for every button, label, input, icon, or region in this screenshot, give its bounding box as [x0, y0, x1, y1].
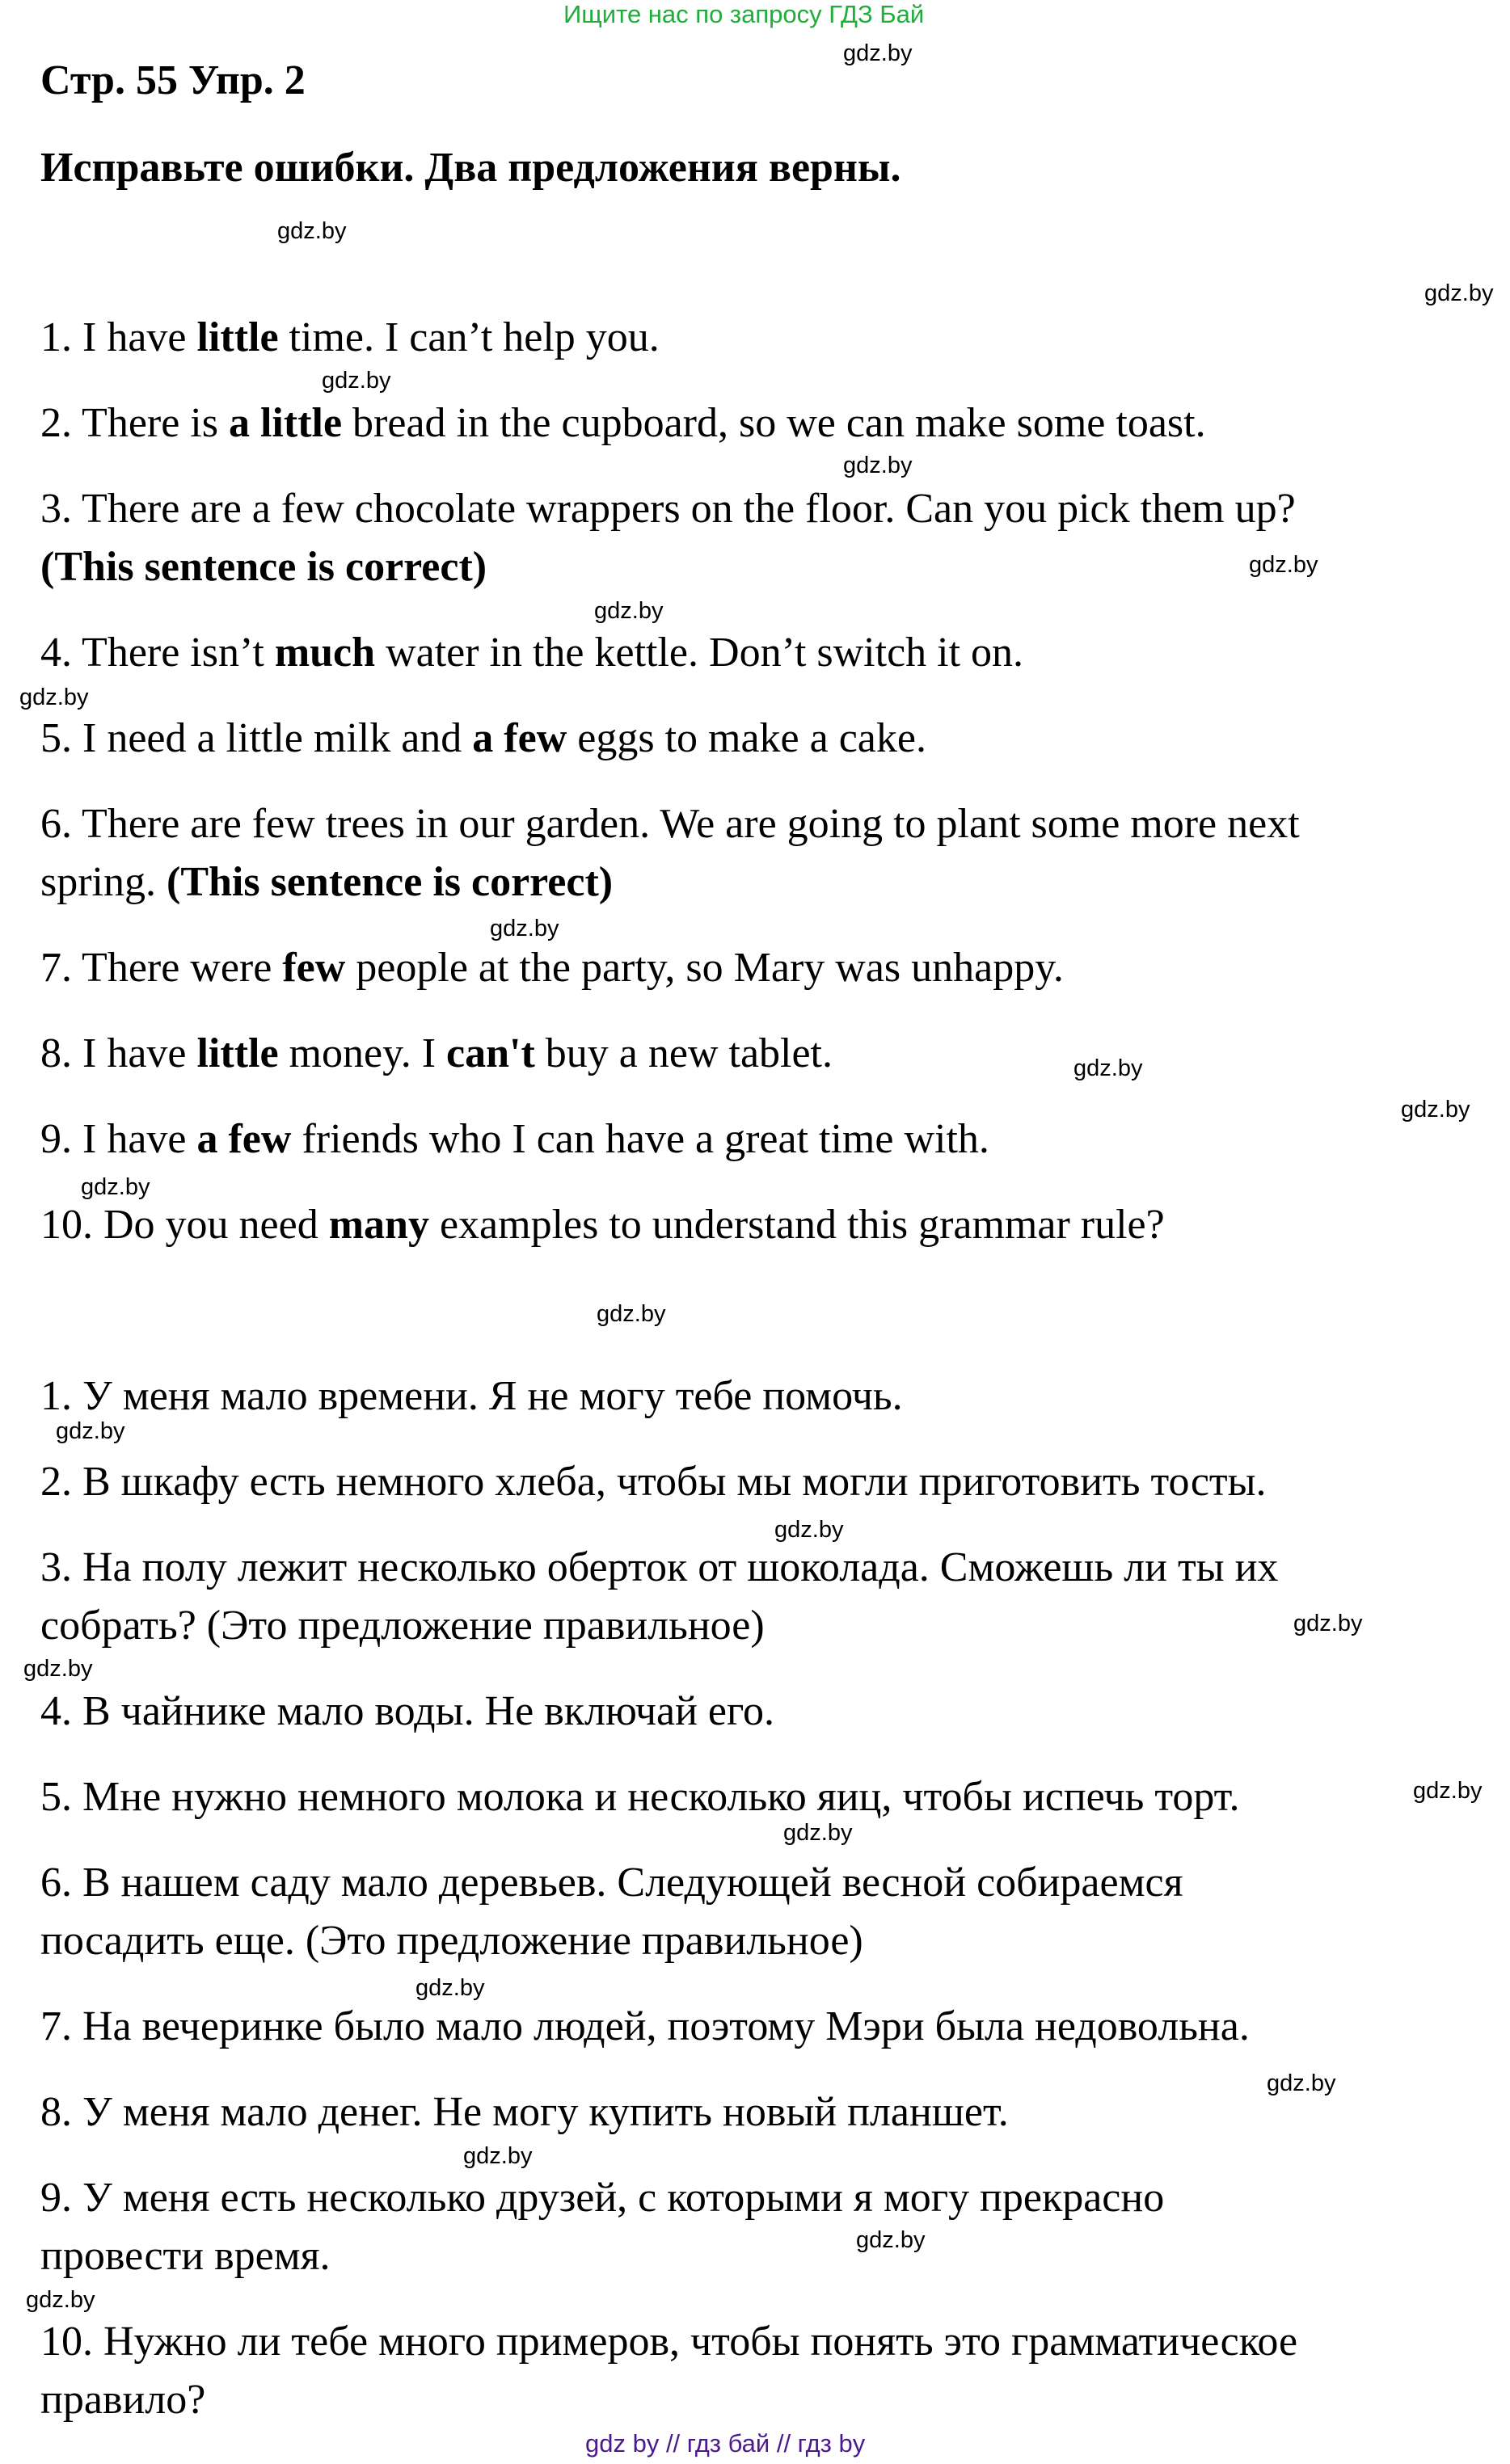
sentence-en-6-cont: spring. (This sentence is correct) [40, 859, 614, 905]
sentence-ru-8: 8. У меня мало денег. Не могу купить новый планшет. [40, 2089, 1009, 2135]
sentence-en-1: 1. I have little time. I can’t help you. [40, 314, 660, 360]
watermark: gdz.by [843, 453, 913, 478]
watermark: gdz.by [23, 1656, 93, 1682]
sentence-ru-6-cont: посадить еще. (Это предложение правильное) [40, 1918, 863, 1964]
sentence-ru-9-cont: провести время. [40, 2233, 331, 2279]
watermark: gdz.by [856, 2227, 926, 2253]
sentence-en-5: 5. I need a little milk and a few eggs to make a cake. [40, 715, 926, 761]
watermark: gdz.by [774, 1517, 844, 1543]
watermark: gdz.by [1293, 1611, 1363, 1636]
sentence-en-8: 8. I have little money. I can't buy a new tablet. [40, 1030, 833, 1076]
sentence-ru-6: 6. В нашем саду мало деревьев. Следующей весной собираемся [40, 1860, 1183, 1906]
watermark: gdz.by [1267, 2070, 1336, 2096]
sentence-en-7: 7. There were few people at the party, so Mary was unhappy. [40, 945, 1064, 991]
sentence-en-4: 4. There isn’t much water in the kettle. Don’t switch it on. [40, 630, 1024, 676]
sentence-en-2: 2. There is a little bread in the cupboard, so we can make some toast. [40, 400, 1206, 446]
sentence-ru-7: 7. На вечеринке было мало людей, поэтому Мэри была недовольна. [40, 2003, 1250, 2049]
watermark: gdz.by [19, 684, 89, 710]
exercise-instruction: Исправьте ошибки. Два предложения верны. [40, 145, 901, 191]
sentence-ru-3: 3. На полу лежит несколько оберток от шоколада. Сможешь ли ты их [40, 1544, 1279, 1590]
sentence-ru-10: 10. Нужно ли тебе много примеров, чтобы понять это грамматическое [40, 2319, 1298, 2365]
sentence-ru-9: 9. У меня есть несколько друзей, с которыми я могу прекрасно [40, 2175, 1165, 2221]
watermark: gdz.by [56, 1418, 125, 1444]
sentence-ru-10-cont: правило? [40, 2377, 206, 2423]
sentence-ru-3-cont: собрать? (Это предложение правильное) [40, 1603, 765, 1649]
sentence-ru-2: 2. В шкафу есть немного хлеба, чтобы мы могли приготовить тосты. [40, 1459, 1267, 1505]
watermark: gdz.by [322, 368, 391, 394]
watermark: gdz.by [1401, 1097, 1470, 1122]
watermark: gdz.by [597, 1301, 666, 1327]
watermark: gdz.by [490, 916, 559, 941]
sentence-en-3: 3. There are a few chocolate wrappers on the floor. Can you pick them up? [40, 486, 1296, 532]
sentence-ru-4: 4. В чайнике мало воды. Не включай его. [40, 1688, 775, 1734]
watermark: gdz.by [843, 40, 913, 66]
top-search-link[interactable]: Ищите нас по запросу ГДЗ Бай [563, 0, 925, 28]
watermark: gdz.by [415, 1975, 485, 2001]
sentence-en-3-note: (This sentence is correct) [40, 544, 487, 590]
sentence-ru-1: 1. У меня мало времени. Я не могу тебе помочь. [40, 1373, 903, 1419]
watermark: gdz.by [1413, 1778, 1483, 1804]
watermark: gdz.by [783, 1820, 853, 1846]
sentence-en-6: 6. There are few trees in our garden. We are going to plant some more next [40, 801, 1300, 847]
sentence-ru-5: 5. Мне нужно немного молока и несколько яиц, чтобы испечь торт. [40, 1774, 1240, 1820]
sentence-en-10: 10. Do you need many examples to understand this grammar rule? [40, 1202, 1165, 1248]
watermark: gdz.by [463, 2143, 533, 2169]
sentence-en-9: 9. I have a few friends who I can have a great time with. [40, 1116, 989, 1162]
watermark: gdz.by [277, 218, 347, 244]
watermark: gdz.by [594, 598, 664, 624]
watermark: gdz.by [1424, 280, 1494, 306]
page-title: Стр. 55 Упр. 2 [40, 57, 306, 103]
watermark: gdz.by [81, 1174, 150, 1200]
watermark: gdz.by [1073, 1055, 1143, 1081]
footer-links[interactable]: gdz by // гдз бай // гдз by [585, 2429, 866, 2458]
watermark: gdz.by [1249, 552, 1318, 578]
watermark: gdz.by [26, 2287, 95, 2313]
